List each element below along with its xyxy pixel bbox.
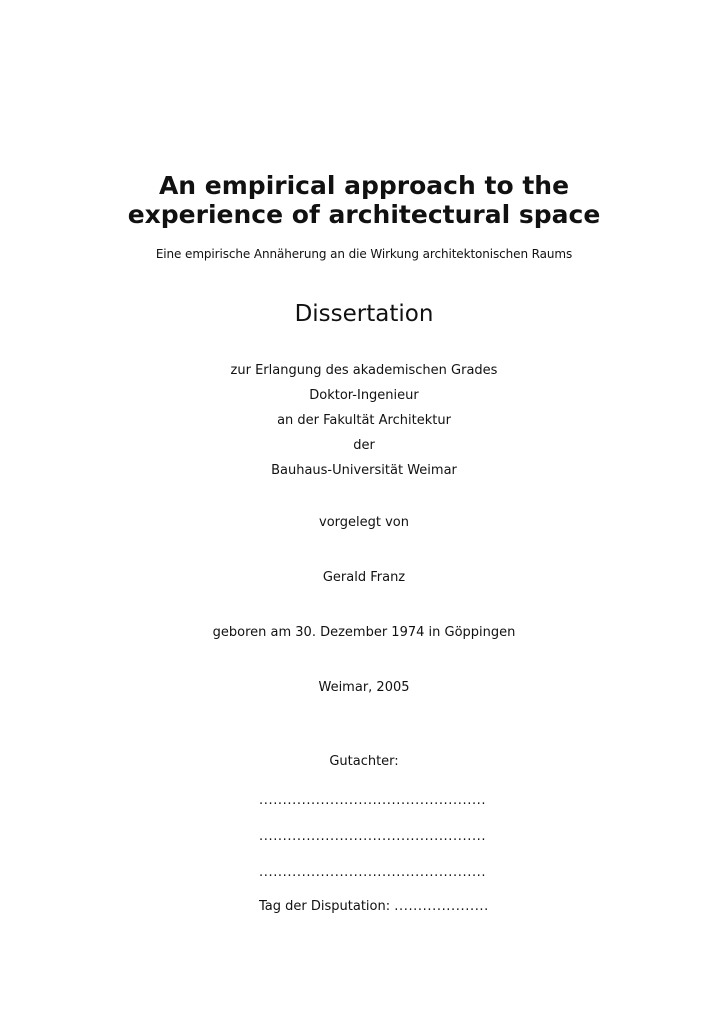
birth-info: geboren am 30. Dezember 1974 in Göppingen [212, 625, 516, 640]
thesis-title-line-1: An empirical approach to the [158, 171, 570, 200]
thesis-title-line-2: experience of architectural space [127, 200, 601, 229]
reviewer-signature-line-1 [259, 794, 485, 807]
disputation-date-blank [394, 900, 490, 913]
document-type: Dissertation [294, 301, 434, 327]
degree-line-5: Bauhaus-Universität Weimar [271, 463, 457, 478]
reviewer-signature-line-3 [259, 866, 485, 879]
reviewers-label: Gutachter: [329, 754, 399, 769]
submitted-by-label: vorgelegt von [319, 515, 409, 530]
disputation-label: Tag der Disputation: [259, 899, 391, 914]
degree-line-3: an der Fakultät Architektur [277, 413, 451, 428]
degree-line-2: Doktor-Ingenieur [309, 388, 419, 403]
thesis-subtitle: Eine empirische Annäherung an die Wirkung architektonischen Raums [155, 247, 573, 261]
reviewer-signature-line-2 [259, 830, 485, 843]
degree-line-4: der [353, 438, 375, 453]
degree-line-1: zur Erlangung des akademischen Grades [230, 363, 498, 378]
disputation-date-row [259, 900, 490, 913]
place-and-date: Weimar, 2005 [318, 680, 410, 695]
author-name: Gerald Franz [322, 570, 406, 585]
